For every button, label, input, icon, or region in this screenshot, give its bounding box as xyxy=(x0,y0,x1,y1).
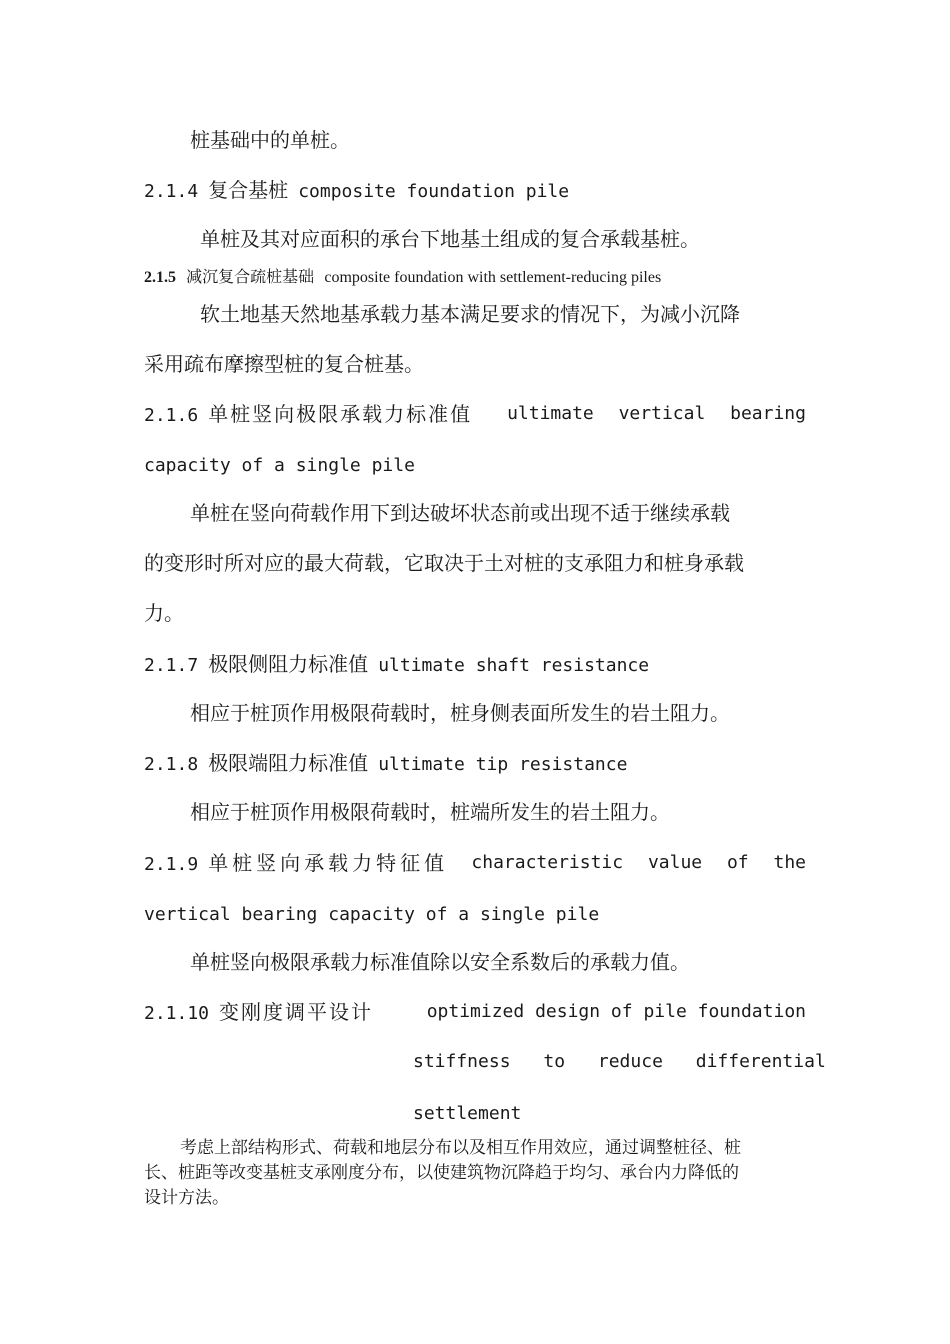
term-definition-2-1-7 xyxy=(190,699,730,727)
term-heading-2-1-8 xyxy=(144,749,627,779)
term-chinese: 单桩竖向极限承载力标准值 xyxy=(208,402,473,426)
term-heading-2-1-6 xyxy=(144,400,806,430)
definition-text: 考虑上部结构形式、荷载和地层分布以及相互作用效应，通过调整桩径、桩 xyxy=(180,1138,741,1158)
term-english: composite foundation with settlement-reducing piles xyxy=(324,269,662,286)
definition-text: 软土地基天然地基承载力基本满足要求的情况下，为减小沉降 xyxy=(200,302,740,326)
term-english: ultimate tip resistance xyxy=(378,754,628,775)
term-definition-2-1-6-line3 xyxy=(144,599,184,627)
term-english: stiffness to reduce differential xyxy=(413,1051,826,1072)
definition-text: 力。 xyxy=(144,601,184,625)
definition-text: 的变形时所对应的最大荷载，它取决于土对桩的支承阻力和桩身承载 xyxy=(144,551,744,575)
section-number: 2.1.6 xyxy=(144,405,199,426)
term-heading-2-1-6-line2 xyxy=(144,450,415,480)
term-english: ultimate vertical bearing xyxy=(507,403,806,424)
definition-text: 设计方法。 xyxy=(144,1188,229,1208)
section-number: 2.1.5 xyxy=(144,269,176,286)
continuation-line xyxy=(190,126,350,154)
term-chinese: 单桩竖向承载力特征值 xyxy=(208,851,449,875)
definition-text: 单桩在竖向荷载作用下到达破坏状态前或出现不适于继续承载 xyxy=(190,501,730,525)
term-english: settlement xyxy=(413,1103,522,1124)
definition-text: 相应于桩顶作用极限荷载时，桩身侧表面所发生的岩土阻力。 xyxy=(190,701,730,725)
term-chinese: 极限侧阻力标准值 xyxy=(208,652,369,676)
term-definition-2-1-9 xyxy=(190,948,690,976)
section-number: 2.1.4 xyxy=(144,181,199,202)
term-definition-2-1-6-line1 xyxy=(190,499,730,527)
term-chinese: 减沉复合疏桩基础 xyxy=(186,267,315,286)
section-number: 2.1.7 xyxy=(144,655,199,676)
term-chinese: 复合基桩 xyxy=(208,178,289,202)
term-heading-2-1-4 xyxy=(144,176,569,206)
term-definition-2-1-10-line3 xyxy=(144,1187,229,1209)
paragraph-text: 桩基础中的单桩。 xyxy=(190,128,350,152)
section-number: 2.1.8 xyxy=(144,754,199,775)
term-definition-2-1-5-line2 xyxy=(144,350,424,378)
term-definition-2-1-5-line1 xyxy=(200,300,740,328)
term-english: characteristic value of the xyxy=(471,852,806,873)
term-definition-2-1-10-line1 xyxy=(180,1137,741,1159)
term-english: composite foundation pile xyxy=(298,181,570,202)
definition-text: 长、桩距等改变基桩支承刚度分布，以使建筑物沉降趋于均匀、承台内力降低的 xyxy=(144,1163,739,1183)
term-definition-2-1-10-line2 xyxy=(144,1162,739,1184)
definition-text: 单桩竖向极限承载力标准值除以安全系数后的承载力值。 xyxy=(190,950,690,974)
section-number: 2.1.9 xyxy=(144,854,199,875)
definition-text: 单桩及其对应面积的承台下地基土组成的复合承载基桩。 xyxy=(200,227,700,251)
term-chinese: 极限端阻力标准值 xyxy=(208,751,369,775)
section-number: 2.1.10 xyxy=(144,1003,210,1024)
term-heading-2-1-10 xyxy=(144,998,806,1028)
term-definition-2-1-8 xyxy=(190,798,670,826)
term-heading-2-1-7 xyxy=(144,650,649,680)
term-heading-2-1-5 xyxy=(144,266,661,289)
term-heading-2-1-9 xyxy=(144,849,806,879)
term-heading-2-1-10-line3 xyxy=(413,1098,521,1128)
term-english: capacity of a single pile xyxy=(144,455,415,476)
term-definition-2-1-6-line2 xyxy=(144,549,744,577)
definition-text: 相应于桩顶作用极限荷载时，桩端所发生的岩土阻力。 xyxy=(190,800,670,824)
definition-text: 采用疏布摩擦型桩的复合桩基。 xyxy=(144,352,424,376)
term-chinese: 变刚度调平设计 xyxy=(219,1000,374,1024)
term-english: optimized design of pile foundation xyxy=(426,1001,806,1022)
term-heading-2-1-9-line2 xyxy=(144,899,599,929)
term-heading-2-1-10-line2 xyxy=(413,1048,826,1076)
term-english: vertical bearing capacity of a single pile xyxy=(144,904,600,925)
term-definition-2-1-4 xyxy=(200,225,700,253)
term-english: ultimate shaft resistance xyxy=(378,655,650,676)
